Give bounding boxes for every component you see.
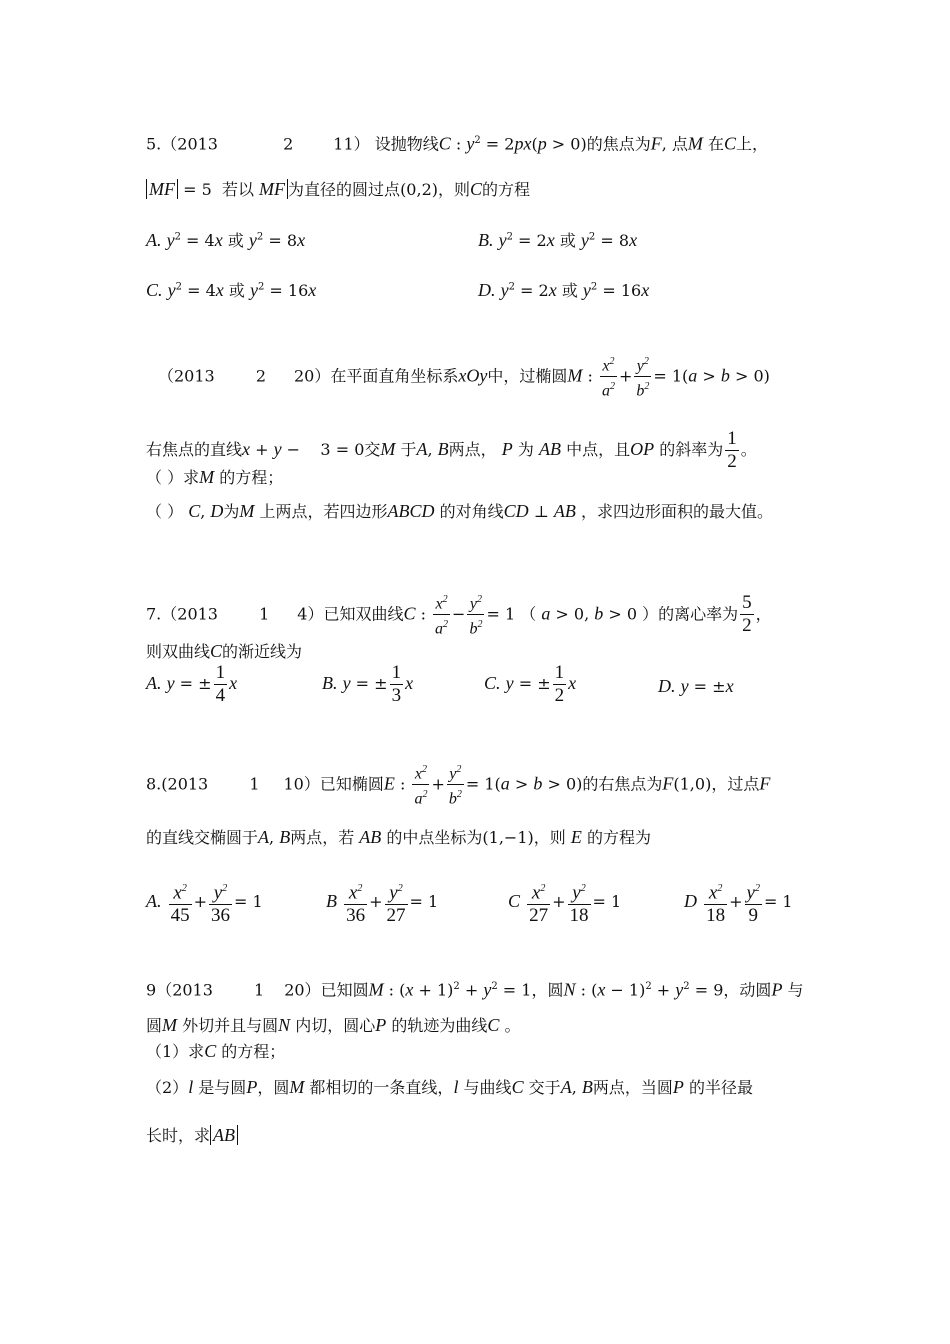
q8-option-d: D $\frac{x^2}{18}$ + $\frac{y^2}{9}$ = 1 — [684, 878, 793, 927]
q5-option-c: C. $y^2 = 4x$ 或 $y^2 = 16x$ — [146, 280, 317, 300]
q8-option-a: A. $\frac{x^2}{45}$ + $\frac{y^2}{36}$ = 1 — [146, 878, 263, 927]
q5-number: 5. — [146, 134, 162, 154]
q9-line2: 圆M 外切并且与圆N 内切，圆心P 的轨迹为曲线C 。 — [146, 1015, 521, 1035]
q9-part1: （1）求C 的方程； — [146, 1041, 286, 1061]
q5-option-a: A. $y^2 = 4x$ 或 $y^2 = 8x$ — [146, 230, 306, 250]
q5-line2: MF = 5 若以 MF 为直径的圆过点(0,2)，则C的方程 — [146, 178, 530, 201]
q7-option-c: C. y = ± $\frac{1}{2}$ x — [484, 662, 577, 706]
q7-line1: 7.（2013 1 4）已知双曲线C : $\frac{x^2}{a^2}$ − $\frac{y^2}{b^2}$ = 1 （ a > 0, b > 0 ）的离心率为 $\frac{5}{2}$ ， — [146, 590, 772, 640]
q9-part2: （2）l 是与圆P，圆M 都相切的一条直线，l 与曲线C 交于A, B两点，当圆P 的半径最 — [146, 1077, 753, 1097]
q8-line1: 8.(2013 1 10）已知椭圆E : $\frac{x^2}{a^2}$ + $\frac{y^2}{b^2}$ = 1(a > b > 0)的右焦点为F(1,0)，过点F — [146, 760, 770, 810]
q5-option-b: B. $y^2 = 2x$ 或 $y^2 = 8x$ — [478, 230, 638, 250]
q6-part2: （ ） C, D为M 上两点，若四边形ABCD 的对角线CD ⊥ AB ，求四边形面积的最大值。 — [146, 501, 773, 521]
q6-line1: （2013 2 20）在平面直角坐标系xOy中，过椭圆M : $\frac{x^2}{a^2}$ + $\frac{y^2}{b^2}$ = 1(a > b > 0) — [158, 352, 770, 402]
q8-option-b: B $\frac{x^2}{36}$ + $\frac{y^2}{27}$ = 1 — [326, 878, 438, 927]
q6-line2: 右焦点的直线x + y − 3 = 0交M 于A, B两点， P 为 AB 中点，且OP 的斜率为 $\frac{1}{2}$ 。 — [146, 428, 757, 472]
q7-option-d: D. y = ±x — [658, 676, 734, 696]
q9-line5: 长时，求 AB — [146, 1124, 238, 1147]
q8-option-c: C $\frac{x^2}{27}$ + $\frac{y^2}{18}$ = 1 — [508, 878, 621, 927]
q6-part1: （ ）求M 的方程； — [146, 467, 284, 487]
q5-option-d: D. $y^2 = 2x$ 或 $y^2 = 16x$ — [478, 280, 650, 300]
q5-line1: 5.（2013 2 11） 设抛物线C : $y^2 = 2px(p > 0)$的焦点为F, 点M 在C上， — [146, 133, 769, 154]
q7-option-a: A. y = ± $\frac{1}{4}$ x — [146, 662, 238, 706]
q5-source: （2013 — [161, 134, 224, 154]
q7-line2: 则双曲线C的渐近线为 — [146, 641, 303, 661]
q7-option-b: B. y = ± $\frac{1}{3}$ x — [322, 662, 414, 706]
q8-line2: 的直线交椭圆于A, B两点，若 AB 的中点坐标为(1,−1)，则 E 的方程为 — [146, 827, 651, 847]
q9-line1: 9（2013 1 20）已知圆M : $(x + 1)^2 + y^2 = 1$，圆N : $(x - 1)^2 + y^2 = 9$，动圆P 与 — [146, 979, 804, 1000]
